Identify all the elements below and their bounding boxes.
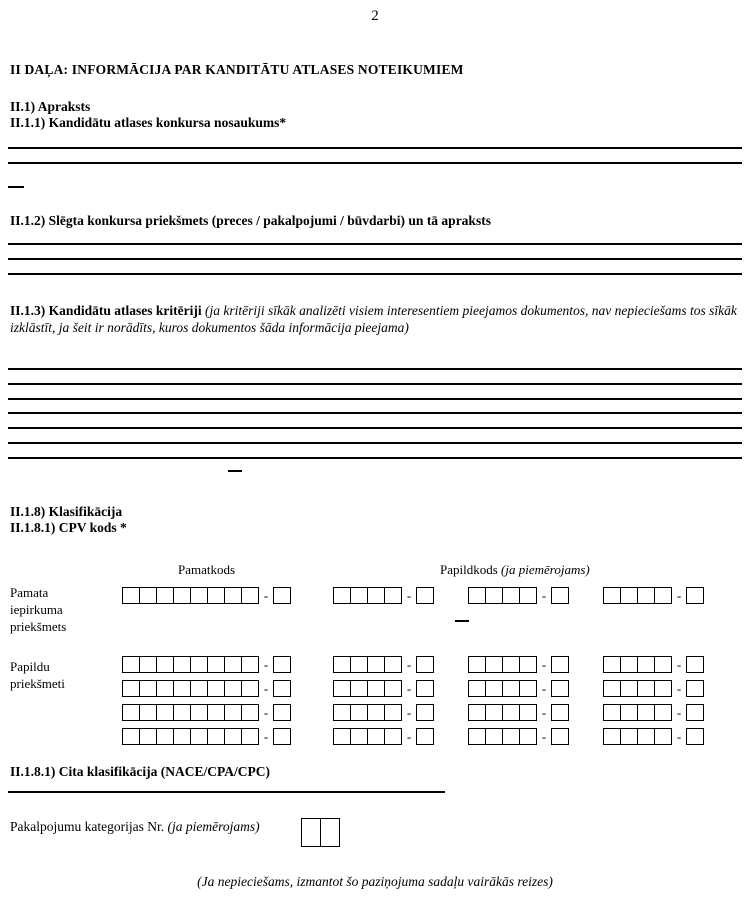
cpv-cell (173, 680, 191, 697)
cpv-dash: - (541, 704, 547, 720)
cpv-cell (173, 656, 191, 673)
cpv-dash: - (263, 728, 269, 744)
cpv-cell (350, 704, 368, 721)
cpv-cell (468, 587, 486, 604)
cpv-cell-group (333, 704, 402, 721)
fill-line-stub (8, 186, 24, 188)
cpv-cell (190, 680, 208, 697)
cpv-cell (207, 656, 225, 673)
cpv-cell-group (416, 587, 434, 604)
cpv-cell-group (551, 680, 569, 697)
cpv-cell (241, 587, 259, 604)
section-title: II DAĻA: INFORMĀCIJA PAR KANDITĀTU ATLASES NOTEIKUMIEM (10, 62, 464, 77)
cpv-dash: - (406, 728, 412, 744)
cpv-row-papildu (122, 655, 704, 674)
cpv-cell (350, 656, 368, 673)
cpv-cell (654, 656, 672, 673)
cpv-cell (156, 680, 174, 697)
cpv-cell (620, 728, 638, 745)
cpv-cell (686, 587, 704, 604)
cpv-cell (173, 704, 191, 721)
cpv-cell-group (333, 680, 402, 697)
cpv-cell (637, 680, 655, 697)
cpv-cell (637, 587, 655, 604)
fill-line (8, 398, 742, 400)
cpv-cell (551, 680, 569, 697)
cpv-cell (207, 680, 225, 697)
fill-line (8, 368, 742, 370)
cpv-supplementary-group (603, 587, 704, 604)
cpv-supplementary-group (333, 728, 434, 745)
field-label-apraksts: II.1) Apraksts (10, 99, 91, 114)
cpv-cell (224, 656, 242, 673)
cpv-dash: - (263, 704, 269, 720)
cpv-cell (654, 587, 672, 604)
footer-note: (Ja nepieciešams, izmantot šo paziņojuma sadaļu vairākās reizes) (197, 874, 553, 889)
cpv-cell (551, 587, 569, 604)
cpv-cell-group (273, 680, 291, 697)
category-cell (320, 818, 340, 847)
cpv-cell (468, 680, 486, 697)
cpv-cell-group (333, 587, 402, 604)
cpv-papildu-rows (122, 655, 704, 751)
cpv-cell (551, 728, 569, 745)
cpv-cell-group (603, 587, 672, 604)
cpv-cell (224, 728, 242, 745)
cpv-cell (241, 680, 259, 697)
field-label-klasifikacija: II.1.8) Klasifikācija (10, 504, 123, 519)
cpv-cell (241, 728, 259, 745)
cpv-cell (485, 680, 503, 697)
cpv-cell (190, 704, 208, 721)
cpv-cell (485, 728, 503, 745)
field-label-pakalpojumu-note: (ja piemērojams) (167, 819, 260, 834)
cpv-cell (224, 704, 242, 721)
cpv-row-papildu (122, 679, 704, 698)
cpv-cell-group (122, 680, 259, 697)
stray-mark (228, 470, 242, 472)
cpv-cell-group (686, 680, 704, 697)
cpv-cell-group (603, 728, 672, 745)
cpv-cell (122, 680, 140, 697)
cpv-cell-group (468, 704, 537, 721)
cpv-dash: - (541, 680, 547, 696)
cpv-cell-group (603, 704, 672, 721)
cpv-cell (416, 656, 434, 673)
cpv-supplementary-group (468, 728, 569, 745)
cpv-cell (654, 728, 672, 745)
cpv-cell (384, 587, 402, 604)
cpv-cell (416, 728, 434, 745)
cpv-header-papildkods (440, 562, 590, 578)
cpv-cell-group (686, 704, 704, 721)
cpv-cell (367, 680, 385, 697)
cpv-cell (485, 656, 503, 673)
cpv-cell (654, 704, 672, 721)
cpv-cell (468, 728, 486, 745)
cpv-cell (384, 728, 402, 745)
cpv-cell-group (468, 587, 537, 604)
stray-mark (455, 620, 469, 622)
cpv-dash: - (541, 587, 547, 603)
cpv-dash: - (263, 680, 269, 696)
cpv-cell (139, 680, 157, 697)
fill-line (8, 258, 742, 260)
cpv-cell (273, 680, 291, 697)
cpv-cell (620, 680, 638, 697)
cpv-cell (468, 704, 486, 721)
cpv-cell (207, 587, 225, 604)
cpv-cell-group (416, 656, 434, 673)
cpv-cell (207, 704, 225, 721)
fill-line (8, 162, 742, 164)
cpv-supplementary-group (603, 728, 704, 745)
cpv-cell (686, 728, 704, 745)
cpv-cell (122, 587, 140, 604)
fill-line (8, 243, 742, 245)
cpv-cell-group (468, 728, 537, 745)
cpv-cell-group (551, 656, 569, 673)
cpv-cell-group (273, 656, 291, 673)
cpv-dash: - (406, 704, 412, 720)
cpv-dash: - (676, 587, 682, 603)
cpv-supplementary-group (333, 587, 434, 604)
field-label-cita-klasifikacija: II.1.8.1) Cita klasifikācija (NACE/CPA/CPC) (10, 764, 270, 779)
cpv-cell (273, 728, 291, 745)
cpv-cell (273, 587, 291, 604)
cpv-dash: - (541, 656, 547, 672)
field-label-kriteriji-note: (ja kritēriji sīkāk analizēti visiem interesentiem pieejamos dokumentos, nav nepieciešams tos sīkāk izklāstīt, ja šeit ir norādīts, kuros dokumentos šāda informācija pieejama) (10, 303, 737, 335)
cpv-cell (333, 704, 351, 721)
service-category-box (302, 818, 340, 847)
cpv-dash: - (263, 656, 269, 672)
field-label-cpv-kods: II.1.8.1) CPV kods * (10, 520, 127, 535)
cpv-cell (139, 656, 157, 673)
cpv-cell (637, 656, 655, 673)
cpv-dash: - (406, 656, 412, 672)
cpv-cell (190, 656, 208, 673)
cpv-cell (637, 728, 655, 745)
cpv-cell (367, 656, 385, 673)
cpv-cell (122, 728, 140, 745)
cpv-dash: - (676, 680, 682, 696)
cpv-supplementary-group (468, 704, 569, 721)
cpv-cell (384, 704, 402, 721)
cpv-cell-group (333, 656, 402, 673)
cpv-cell (273, 704, 291, 721)
field-label-kriteriji-bold: II.1.3) Kandidātu atlases kritēriji (10, 303, 202, 318)
cpv-cell-group (603, 680, 672, 697)
cpv-cell (485, 587, 503, 604)
field-label-prieksmets: II.1.2) Slēgta konkursa priekšmets (preces / pakalpojumi / būvdarbi) un tā apraksts (10, 213, 491, 228)
cpv-header-papildkods-text: Papildkods (440, 562, 502, 577)
cpv-supplementary-group (333, 680, 434, 697)
cpv-dash: - (676, 728, 682, 744)
cpv-supplementary-group (603, 656, 704, 673)
cpv-cell-group (551, 704, 569, 721)
cpv-cell (502, 728, 520, 745)
cpv-cell (468, 656, 486, 673)
fill-line (8, 147, 742, 149)
cpv-cell (224, 680, 242, 697)
cpv-cell-group (273, 728, 291, 745)
cpv-cell (367, 728, 385, 745)
cpv-cell (519, 728, 537, 745)
cpv-cell-group (686, 587, 704, 604)
cpv-supplementary-group (468, 680, 569, 697)
cpv-cell (502, 656, 520, 673)
cpv-cell (384, 680, 402, 697)
fill-line (8, 427, 742, 429)
cpv-cell (333, 680, 351, 697)
cpv-cell (207, 728, 225, 745)
cpv-cell-group (468, 656, 537, 673)
cpv-cell-group (686, 728, 704, 745)
cpv-cell (502, 704, 520, 721)
cpv-cell-group (468, 680, 537, 697)
cpv-dash: - (406, 587, 412, 603)
cpv-cell (367, 587, 385, 604)
cpv-header-pamatkods: Pamatkods (178, 562, 236, 577)
fill-line (8, 273, 742, 275)
cpv-cell (603, 656, 621, 673)
cpv-cell-group (122, 587, 259, 604)
category-cell (301, 818, 321, 847)
cpv-cell (519, 587, 537, 604)
fill-line (8, 412, 742, 414)
cpv-cell (367, 704, 385, 721)
cpv-cell (620, 587, 638, 604)
cpv-cell (620, 704, 638, 721)
cpv-cell (122, 656, 140, 673)
cpv-cell-group (416, 704, 434, 721)
fill-line (8, 791, 445, 793)
cpv-cell (190, 728, 208, 745)
cpv-cell-group (551, 587, 569, 604)
cpv-cell (519, 704, 537, 721)
cpv-cell (350, 680, 368, 697)
cpv-cell (620, 656, 638, 673)
cpv-cell (686, 656, 704, 673)
cpv-cell (485, 704, 503, 721)
cpv-cell (139, 587, 157, 604)
cpv-cell (273, 656, 291, 673)
cpv-header-papildkods-note: (ja piemērojams) (501, 562, 590, 577)
cpv-cell (519, 680, 537, 697)
cpv-cell (502, 587, 520, 604)
cpv-cell (224, 587, 242, 604)
cpv-dash: - (676, 656, 682, 672)
cpv-cell (603, 704, 621, 721)
cpv-supplementary-group (603, 680, 704, 697)
cpv-row-label-papildu: Papildu priekšmeti (10, 659, 65, 691)
cpv-cell-group (122, 728, 259, 745)
cpv-cell-group (273, 704, 291, 721)
cpv-cell (139, 728, 157, 745)
cpv-cell (333, 656, 351, 673)
cpv-cell (173, 587, 191, 604)
cpv-row-papildu (122, 703, 704, 722)
cpv-cell-group (122, 704, 259, 721)
cpv-cell (686, 704, 704, 721)
cpv-cell (686, 680, 704, 697)
cpv-cell (156, 728, 174, 745)
cpv-cell (551, 704, 569, 721)
cpv-cell (190, 587, 208, 604)
cpv-supplementary-group (468, 656, 569, 673)
cpv-cell (654, 680, 672, 697)
fill-line (8, 442, 742, 444)
fill-line (8, 457, 742, 459)
cpv-cell (519, 656, 537, 673)
cpv-cell-group (122, 656, 259, 673)
cpv-cell (333, 587, 351, 604)
cpv-cell-group (416, 728, 434, 745)
cpv-cell-group (686, 656, 704, 673)
page-number: 2 (371, 8, 379, 24)
cpv-cell-group (416, 680, 434, 697)
cpv-cell (416, 587, 434, 604)
cpv-cell (350, 587, 368, 604)
cpv-supplementary-group (603, 704, 704, 721)
cpv-dash: - (263, 587, 269, 603)
cpv-cell-group (551, 728, 569, 745)
cpv-supplementary-group (333, 656, 434, 673)
fill-line (8, 383, 742, 385)
cpv-cell (156, 656, 174, 673)
cpv-cell (416, 704, 434, 721)
cpv-supplementary-group (468, 587, 569, 604)
cpv-cell (502, 680, 520, 697)
cpv-dash: - (676, 704, 682, 720)
cpv-cell (241, 704, 259, 721)
cpv-cell (637, 704, 655, 721)
field-label-pakalpojumu-kategorijas (10, 818, 282, 836)
cpv-cell (173, 728, 191, 745)
cpv-row-label-pamata: Pamata iepirkuma priekšmets (10, 585, 67, 634)
cpv-cell (122, 704, 140, 721)
cpv-cell (139, 704, 157, 721)
cpv-cell (603, 680, 621, 697)
field-label-pakalpojumu-text: Pakalpojumu kategorijas Nr. (10, 819, 168, 834)
cpv-cell-group (333, 728, 402, 745)
cpv-supplementary-group (333, 704, 434, 721)
cpv-cell-group (273, 587, 291, 604)
cpv-cell (156, 704, 174, 721)
cpv-cell (416, 680, 434, 697)
cpv-dash: - (406, 680, 412, 696)
cpv-cell (156, 587, 174, 604)
cpv-cell (384, 656, 402, 673)
cpv-cell (350, 728, 368, 745)
cpv-row-pamata (122, 586, 704, 605)
cpv-cell-group (603, 656, 672, 673)
cpv-dash: - (541, 728, 547, 744)
cpv-cell (603, 728, 621, 745)
field-label-kriteriji (10, 302, 742, 336)
cpv-cell (241, 656, 259, 673)
cpv-cell (603, 587, 621, 604)
field-label-nosaukums: II.1.1) Kandidātu atlases konkursa nosaukums* (10, 115, 287, 130)
cpv-row-papildu (122, 727, 704, 746)
cpv-cell (333, 728, 351, 745)
cpv-cell (551, 656, 569, 673)
